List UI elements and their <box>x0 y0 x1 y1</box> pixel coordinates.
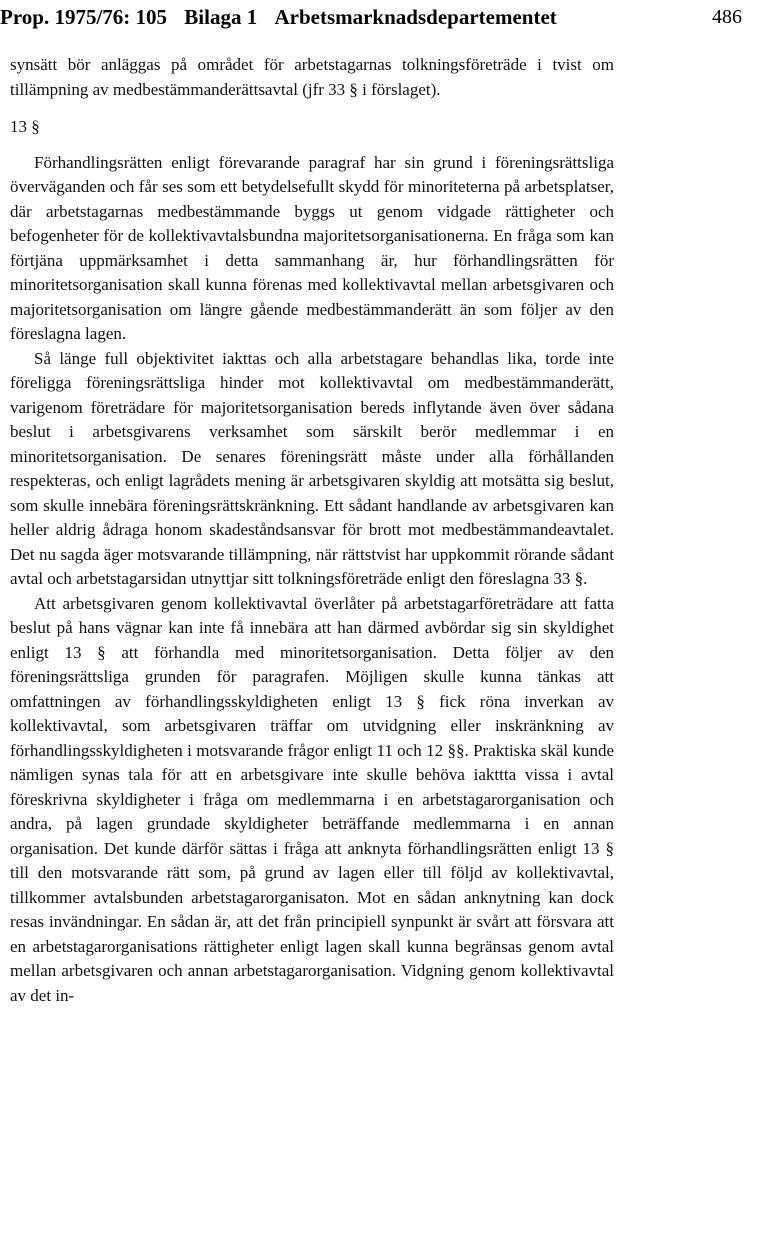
section-heading: 13 § <box>10 117 40 136</box>
page-number: 486 <box>712 6 742 28</box>
body-text <box>10 53 614 1008</box>
paragraph-2: Så länge full objektivitet iakttas och alla arbetstagare behandlas lika, torde inte föreligga föreningsrättsliga hinder mot kollektivavtal om medbestämmanderätt, varigenom företrädare för majoritetsorganisation bereds inflytande även över sådana beslut i arbetsgivarens verksamhet som särskilt berör medlemmar i en minoritetsorganisation. De senares föreningsrätt måste under alla förhållanden respekteras, och enligt lagrådets mening är arbetsgivaren skyldig att motsätta sig beslut, som skulle innebära föreningsrättskränkning. Ett sådant handlande av arbetsgivaren kan heller aldrig ådraga honom skadeståndsansvar för brott mot medbestämmandeavtalet. Det nu sagda äger motsvarande tillämpning, när rättstvist har uppkommit rörande sådant avtal och arbetstagarsidan utnyttjar sitt tolkningsföreträde enligt den föreslagna 33 §. <box>10 348 614 588</box>
appendix-label: Bilaga 1 <box>184 5 258 29</box>
department-name: Arbetsmarknadsdepartementet <box>274 5 557 29</box>
paragraph-1: Förhandlingsrätten enligt förevarande paragraf har sin grund i föreningsrättsliga överväganden och får ses som ett betydelsefullt skydd för minoriteterna på arbetsplatser, där arbetstagarnas medbestämmande byggs ut genom vidgade rättigheter och befogenheter för de kollektivavtalsbundna majoritetsorganisationerna. En fråga som kan förtjäna uppmärksamhet i detta sammanhang är, hur förhandlingsrätten för minoritetsorganisation skall kunna förenas med kollektivavtal mellan arbetsgivaren och majoritetsorganisation om längre gående medbestämmanderätt än som följer av den föreslagna lagen. <box>10 152 614 343</box>
running-header <box>0 2 742 32</box>
paragraph-3: Att arbetsgivaren genom kollektivavtal överlåter på arbetstagarföreträdare att fatta beslut på hans vägnar kan inte få innebära att han därmed avbördar sig sin skyldighet enligt 13 § att förhandla med minoritetsorganisation. Detta följer av den föreningsrättsliga grunden för paragrafen. Möjligen skulle kunna tänkas att omfattningen av förhandlingsskyldigheten enligt 13 § fick röna inverkan av kollektivavtal, som arbetsgivaren träffar om utvidgning eller inskränkning av förhandlingsskyldigheten i motsvarande frågor enligt 11 och 12 §§. Praktiska skäl kunde nämligen synas tala för att en arbetsgivare inte skulle behöva iakttta vissa i avtal föreskrivna skyldigheter i fråga om medlemmarna i en arbetstagarorganisation och andra, på lagen grundade skyldigheter beträffande medlemmarna i en annan organisation. Det kunde därför sättas i fråga att anknyta förhandlingsrätten enligt 13 § till den motsvarande rätt som, på grund av lagen eller till följd av kollektivavtal, tillkommer avtalsbunden arbetstagarorganisaton. Mot en sådan anknytning kan dock resas invändningar. En sådan är, att det från principiell synpunkt är svårt att försvara att en arbetstagarorganisations rättigheter enligt lagen skall kunna begränsas genom avtal mellan arbetsgivaren och annan arbetstagarorganisation. Vidgning genom kollektivavtal av det in- <box>10 593 614 1005</box>
intro-paragraph: synsätt bör anläggas på området för arbetstagarnas tolkningsföreträde i tvist om tillämpning av medbestämmanderättsavtal (jfr 33 § i förslaget). <box>10 55 614 99</box>
proposition-number: Prop. 1975/76: 105 <box>0 5 168 29</box>
